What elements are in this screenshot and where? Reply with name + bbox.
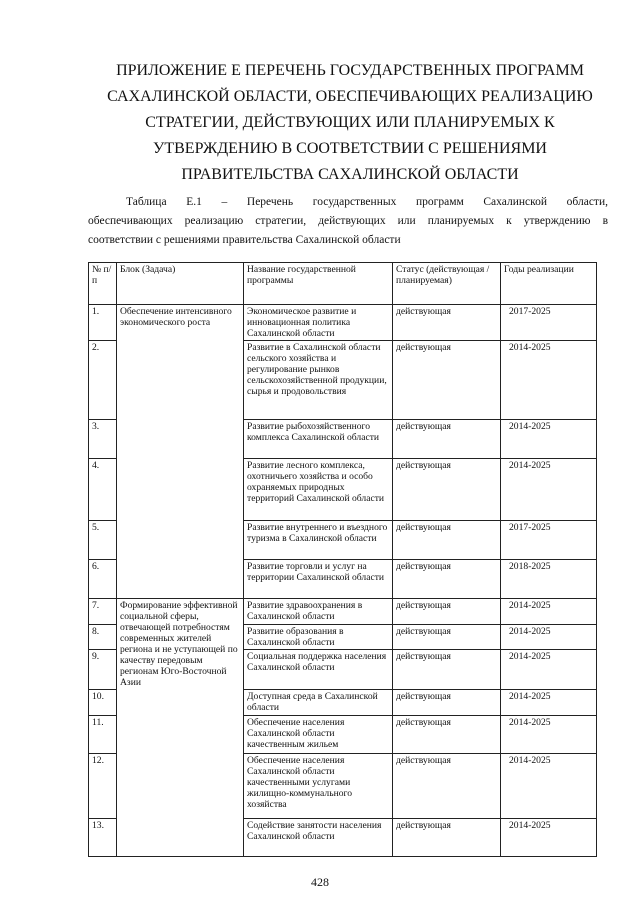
program-status: действующая <box>393 716 501 754</box>
header-program: Название государственной программы <box>244 263 393 305</box>
row-num: 10. <box>89 690 117 716</box>
program-years: 2014-2025 <box>501 459 597 521</box>
title-line: ПРИЛОЖЕНИЕ Е ПЕРЕЧЕНЬ ГОСУДАРСТВЕННЫХ ПРОГРАММ <box>116 62 584 79</box>
row-num: 11. <box>89 716 117 754</box>
program-name: Обеспечение населения Сахалинской области качественным жильем <box>244 716 393 754</box>
program-status: действующая <box>393 560 501 599</box>
block-cell: Формирование эффективной социальной сферы, отвечающей потребностям современных жителей региона и не уступающей по качеству передовым регионам Юго-Восточной Азии <box>117 599 244 857</box>
row-num: 6. <box>89 560 117 599</box>
table-caption <box>88 193 608 250</box>
row-num: 13. <box>89 819 117 857</box>
title-line: ПРАВИТЕЛЬСТВА САХАЛИНСКОЙ ОБЛАСТИ <box>181 166 519 183</box>
program-name: Развитие лесного комплекса, охотничьего хозяйства и особо охраняемых природных территорий Сахалинской области <box>244 459 393 521</box>
program-years: 2014-2025 <box>501 420 597 459</box>
program-years: 2014-2025 <box>501 650 597 690</box>
programs-table <box>88 262 597 857</box>
header-num: № п/п <box>89 263 117 305</box>
program-status: действующая <box>393 420 501 459</box>
program-status: действующая <box>393 819 501 857</box>
program-status: действующая <box>393 521 501 560</box>
caption-line: Таблица Е.1 – Перечень государственных программ Сахалинской области, <box>126 196 608 208</box>
program-name: Социальная поддержка населения Сахалинской области <box>244 650 393 690</box>
row-num: 3. <box>89 420 117 459</box>
program-name: Обеспечение населения Сахалинской области качественными услугами жилищно-коммунального хозяйства <box>244 754 393 819</box>
program-status: действующая <box>393 599 501 625</box>
program-status: действующая <box>393 305 501 341</box>
table-header-row <box>89 263 597 305</box>
caption-line: соответствии с решениями правительства Сахалинской области <box>88 234 401 246</box>
program-years: 2017-2025 <box>501 521 597 560</box>
header-status: Статус (действующая / планируемая) <box>393 263 501 305</box>
program-years: 2014-2025 <box>501 690 597 716</box>
table-row <box>89 599 597 625</box>
page-number: 428 <box>311 875 329 889</box>
header-years: Годы реализации <box>501 263 597 305</box>
header-block: Блок (Задача) <box>117 263 244 305</box>
program-years: 2014-2025 <box>501 819 597 857</box>
table-row <box>89 305 597 341</box>
program-status: действующая <box>393 341 501 420</box>
program-name: Экономическое развитие и инновационная политика Сахалинской области <box>244 305 393 341</box>
row-num: 1. <box>89 305 117 341</box>
title-line: УТВЕРЖДЕНИЮ В СООТВЕТСТВИИ С РЕШЕНИЯМИ <box>153 140 547 157</box>
program-name: Развитие образования в Сахалинской области <box>244 625 393 650</box>
row-num: 4. <box>89 459 117 521</box>
program-name: Развитие торговли и услуг на территории Сахалинской области <box>244 560 393 599</box>
row-num: 8. <box>89 625 117 650</box>
program-years: 2017-2025 <box>501 305 597 341</box>
program-status: действующая <box>393 754 501 819</box>
program-status: действующая <box>393 459 501 521</box>
program-status: действующая <box>393 650 501 690</box>
program-years: 2018-2025 <box>501 560 597 599</box>
program-name: Содействие занятости населения Сахалинской области <box>244 819 393 857</box>
title-line: САХАЛИНСКОЙ ОБЛАСТИ, ОБЕСПЕЧИВАЮЩИХ РЕАЛИЗАЦИЮ <box>107 88 593 105</box>
row-num: 2. <box>89 341 117 420</box>
program-years: 2014-2025 <box>501 599 597 625</box>
program-years: 2014-2025 <box>501 625 597 650</box>
document-title <box>100 58 600 188</box>
program-name: Развитие рыбохозяйственного комплекса Сахалинской области <box>244 420 393 459</box>
program-years: 2014-2025 <box>501 754 597 819</box>
row-num: 5. <box>89 521 117 560</box>
program-name: Развитие здравоохранения в Сахалинской области <box>244 599 393 625</box>
program-name: Доступная среда в Сахалинской области <box>244 690 393 716</box>
program-years: 2014-2025 <box>501 341 597 420</box>
row-num: 12. <box>89 754 117 819</box>
title-line: СТРАТЕГИИ, ДЕЙСТВУЮЩИХ ИЛИ ПЛАНИРУЕМЫХ К <box>145 114 555 131</box>
caption-line: обеспечивающих реализацию стратегии, действующих или планируемых к утверждению в <box>88 215 608 227</box>
row-num: 7. <box>89 599 117 625</box>
program-years: 2014-2025 <box>501 716 597 754</box>
program-status: действующая <box>393 625 501 650</box>
program-name: Развитие внутреннего и въездного туризма в Сахалинской области <box>244 521 393 560</box>
row-num: 9. <box>89 650 117 690</box>
block-cell: Обеспечение интенсивного экономического роста <box>117 305 244 599</box>
program-status: действующая <box>393 690 501 716</box>
program-name: Развитие в Сахалинской области сельского хозяйства и регулирование рынков сельскохозяйственной продукции, сырья и продовольствия <box>244 341 393 420</box>
